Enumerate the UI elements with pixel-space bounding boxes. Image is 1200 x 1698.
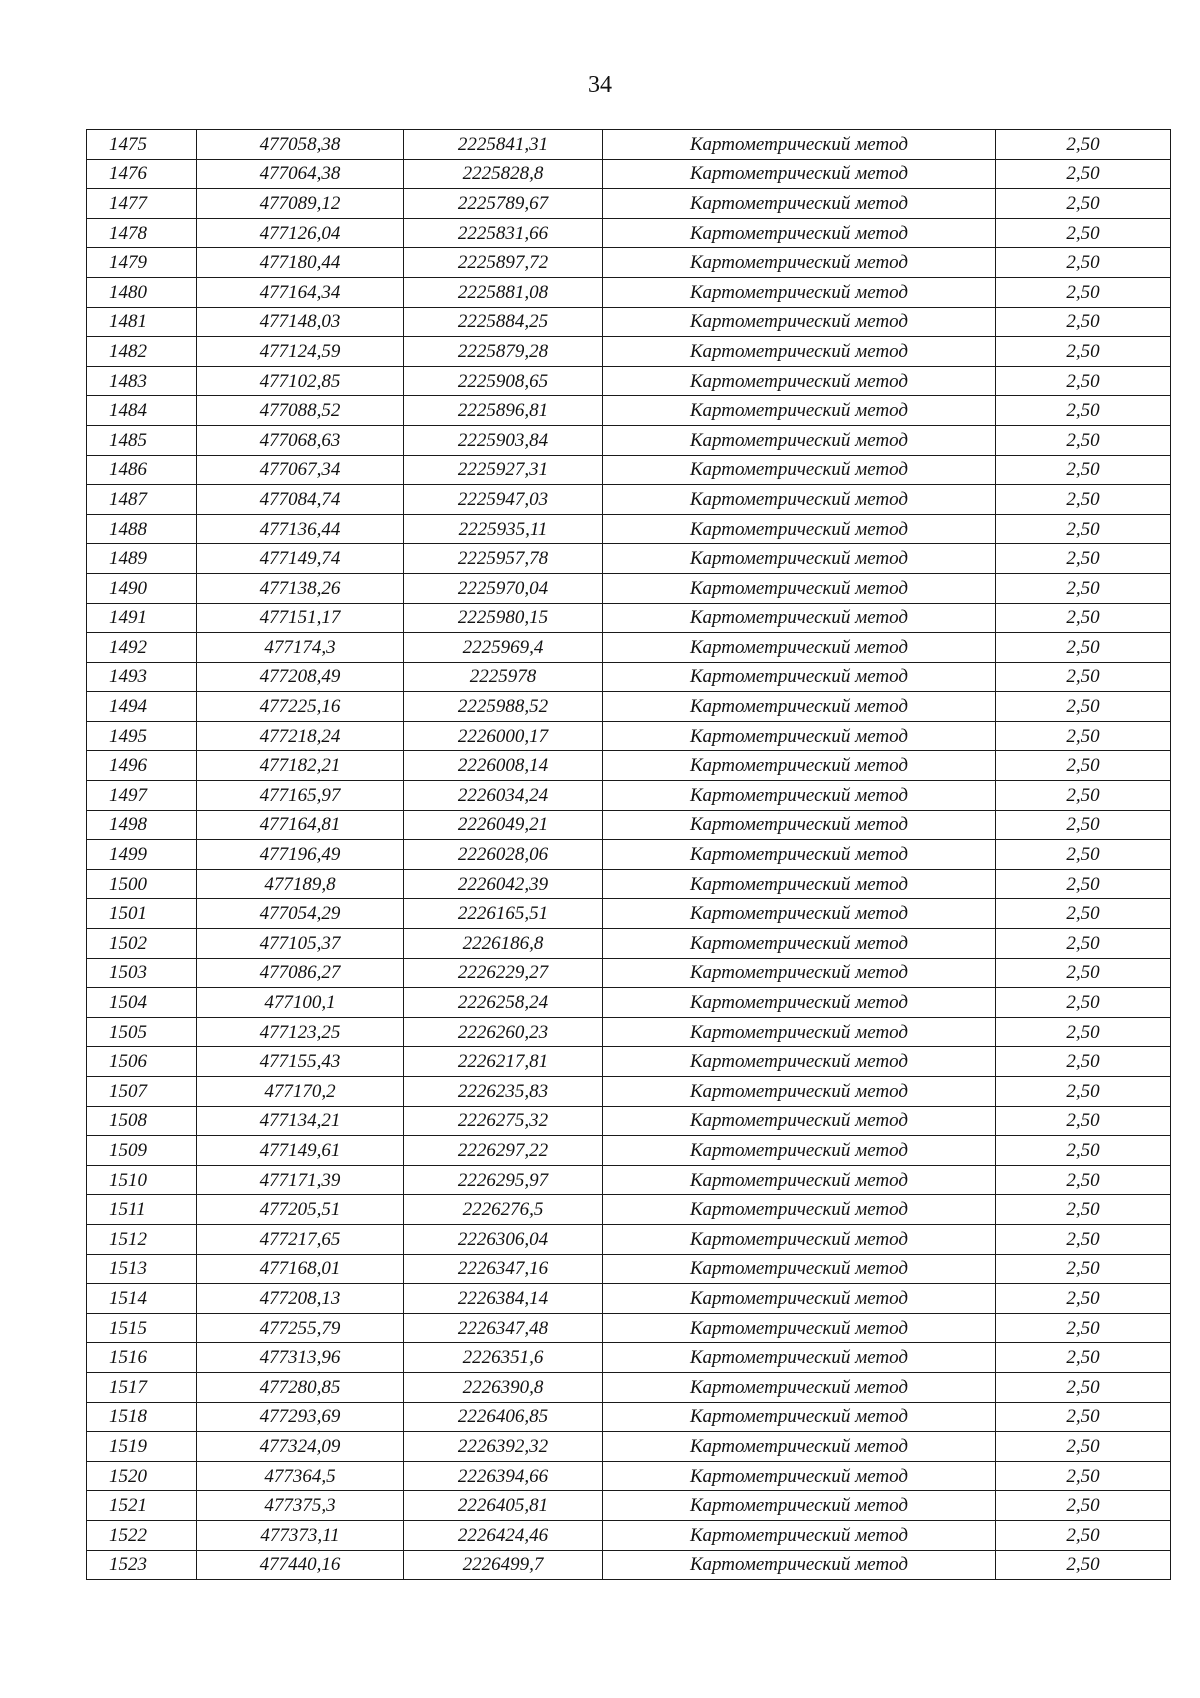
point-number-cell: 1477 [87, 189, 197, 219]
accuracy-cell: 2,50 [996, 1550, 1171, 1580]
table-row [87, 1372, 1171, 1402]
y-coordinate-cell: 2226392,32 [404, 1432, 603, 1462]
x-coordinate-cell: 477089,12 [197, 189, 404, 219]
y-coordinate-cell: 2226351,6 [404, 1343, 603, 1373]
accuracy-cell: 2,50 [996, 396, 1171, 426]
table-row [87, 692, 1171, 722]
point-number-cell: 1512 [87, 1224, 197, 1254]
y-coordinate-cell: 2225957,78 [404, 544, 603, 574]
x-coordinate-cell: 477324,09 [197, 1432, 404, 1462]
y-coordinate-cell: 2225828,8 [404, 159, 603, 189]
accuracy-cell: 2,50 [996, 485, 1171, 515]
method-cell: Картометрический метод [603, 425, 996, 455]
x-coordinate-cell: 477149,61 [197, 1136, 404, 1166]
y-coordinate-cell: 2225970,04 [404, 573, 603, 603]
x-coordinate-cell: 477182,21 [197, 751, 404, 781]
table-row [87, 1136, 1171, 1166]
accuracy-cell: 2,50 [996, 1491, 1171, 1521]
method-cell: Картометрический метод [603, 929, 996, 959]
method-cell: Картометрический метод [603, 1520, 996, 1550]
table-row [87, 1313, 1171, 1343]
point-number-cell: 1514 [87, 1284, 197, 1314]
x-coordinate-cell: 477054,29 [197, 899, 404, 929]
method-cell: Картометрический метод [603, 514, 996, 544]
x-coordinate-cell: 477373,11 [197, 1520, 404, 1550]
method-cell: Картометрический метод [603, 988, 996, 1018]
method-cell: Картометрический метод [603, 189, 996, 219]
point-number-cell: 1507 [87, 1077, 197, 1107]
table-row [87, 1343, 1171, 1373]
y-coordinate-cell: 2225927,31 [404, 455, 603, 485]
method-cell: Картометрический метод [603, 544, 996, 574]
x-coordinate-cell: 477136,44 [197, 514, 404, 544]
table-row [87, 781, 1171, 811]
table-row [87, 307, 1171, 337]
point-number-cell: 1486 [87, 455, 197, 485]
method-cell: Картометрический метод [603, 307, 996, 337]
y-coordinate-cell: 2226260,23 [404, 1017, 603, 1047]
table-row [87, 1017, 1171, 1047]
point-number-cell: 1480 [87, 277, 197, 307]
point-number-cell: 1479 [87, 248, 197, 278]
method-cell: Картометрический метод [603, 218, 996, 248]
table-row [87, 159, 1171, 189]
method-cell: Картометрический метод [603, 662, 996, 692]
y-coordinate-cell: 2225789,67 [404, 189, 603, 219]
point-number-cell: 1494 [87, 692, 197, 722]
x-coordinate-cell: 477255,79 [197, 1313, 404, 1343]
method-cell: Картометрический метод [603, 1491, 996, 1521]
accuracy-cell: 2,50 [996, 1047, 1171, 1077]
x-coordinate-cell: 477174,3 [197, 633, 404, 663]
table-row [87, 1106, 1171, 1136]
point-number-cell: 1506 [87, 1047, 197, 1077]
table-row [87, 573, 1171, 603]
accuracy-cell: 2,50 [996, 1402, 1171, 1432]
x-coordinate-cell: 477067,34 [197, 455, 404, 485]
x-coordinate-cell: 477189,8 [197, 869, 404, 899]
accuracy-cell: 2,50 [996, 1077, 1171, 1107]
x-coordinate-cell: 477123,25 [197, 1017, 404, 1047]
accuracy-cell: 2,50 [996, 248, 1171, 278]
accuracy-cell: 2,50 [996, 988, 1171, 1018]
accuracy-cell: 2,50 [996, 781, 1171, 811]
point-number-cell: 1517 [87, 1372, 197, 1402]
point-number-cell: 1485 [87, 425, 197, 455]
method-cell: Картометрический метод [603, 840, 996, 870]
accuracy-cell: 2,50 [996, 1372, 1171, 1402]
y-coordinate-cell: 2226008,14 [404, 751, 603, 781]
point-number-cell: 1504 [87, 988, 197, 1018]
accuracy-cell: 2,50 [996, 751, 1171, 781]
table-row [87, 1077, 1171, 1107]
point-number-cell: 1484 [87, 396, 197, 426]
method-cell: Картометрический метод [603, 1402, 996, 1432]
point-number-cell: 1488 [87, 514, 197, 544]
y-coordinate-cell: 2226042,39 [404, 869, 603, 899]
method-cell: Картометрический метод [603, 1224, 996, 1254]
accuracy-cell: 2,50 [996, 573, 1171, 603]
x-coordinate-cell: 477196,49 [197, 840, 404, 870]
method-cell: Картометрический метод [603, 1343, 996, 1373]
accuracy-cell: 2,50 [996, 544, 1171, 574]
page-number: 34 [588, 72, 612, 98]
x-coordinate-cell: 477058,38 [197, 130, 404, 160]
method-cell: Картометрический метод [603, 485, 996, 515]
x-coordinate-cell: 477280,85 [197, 1372, 404, 1402]
table-row [87, 988, 1171, 1018]
y-coordinate-cell: 2225897,72 [404, 248, 603, 278]
y-coordinate-cell: 2226034,24 [404, 781, 603, 811]
accuracy-cell: 2,50 [996, 958, 1171, 988]
x-coordinate-cell: 477084,74 [197, 485, 404, 515]
accuracy-cell: 2,50 [996, 514, 1171, 544]
point-number-cell: 1496 [87, 751, 197, 781]
accuracy-cell: 2,50 [996, 218, 1171, 248]
x-coordinate-cell: 477180,44 [197, 248, 404, 278]
table-row [87, 1520, 1171, 1550]
y-coordinate-cell: 2226235,83 [404, 1077, 603, 1107]
x-coordinate-cell: 477088,52 [197, 396, 404, 426]
table-row [87, 1224, 1171, 1254]
point-number-cell: 1483 [87, 366, 197, 396]
x-coordinate-cell: 477102,85 [197, 366, 404, 396]
x-coordinate-cell: 477171,39 [197, 1165, 404, 1195]
accuracy-cell: 2,50 [996, 1106, 1171, 1136]
x-coordinate-cell: 477440,16 [197, 1550, 404, 1580]
point-number-cell: 1509 [87, 1136, 197, 1166]
y-coordinate-cell: 2225969,4 [404, 633, 603, 663]
table-row [87, 1550, 1171, 1580]
method-cell: Картометрический метод [603, 1106, 996, 1136]
point-number-cell: 1500 [87, 869, 197, 899]
method-cell: Картометрический метод [603, 721, 996, 751]
point-number-cell: 1475 [87, 130, 197, 160]
accuracy-cell: 2,50 [996, 307, 1171, 337]
y-coordinate-cell: 2226390,8 [404, 1372, 603, 1402]
table-row [87, 721, 1171, 751]
y-coordinate-cell: 2225896,81 [404, 396, 603, 426]
method-cell: Картометрический метод [603, 159, 996, 189]
y-coordinate-cell: 2226229,27 [404, 958, 603, 988]
table-row [87, 1461, 1171, 1491]
point-number-cell: 1497 [87, 781, 197, 811]
point-number-cell: 1510 [87, 1165, 197, 1195]
y-coordinate-cell: 2226295,97 [404, 1165, 603, 1195]
y-coordinate-cell: 2225903,84 [404, 425, 603, 455]
y-coordinate-cell: 2225935,11 [404, 514, 603, 544]
y-coordinate-cell: 2226347,16 [404, 1254, 603, 1284]
table-row [87, 810, 1171, 840]
y-coordinate-cell: 2226276,5 [404, 1195, 603, 1225]
y-coordinate-cell: 2226424,46 [404, 1520, 603, 1550]
accuracy-cell: 2,50 [996, 425, 1171, 455]
point-number-cell: 1487 [87, 485, 197, 515]
y-coordinate-cell: 2226405,81 [404, 1491, 603, 1521]
table-row [87, 662, 1171, 692]
table-row [87, 1432, 1171, 1462]
method-cell: Картометрический метод [603, 958, 996, 988]
y-coordinate-cell: 2226384,14 [404, 1284, 603, 1314]
table-row [87, 130, 1171, 160]
y-coordinate-cell: 2225978 [404, 662, 603, 692]
y-coordinate-cell: 2225908,65 [404, 366, 603, 396]
table-row [87, 514, 1171, 544]
accuracy-cell: 2,50 [996, 130, 1171, 160]
table-row [87, 869, 1171, 899]
point-number-cell: 1518 [87, 1402, 197, 1432]
x-coordinate-cell: 477138,26 [197, 573, 404, 603]
y-coordinate-cell: 2225884,25 [404, 307, 603, 337]
method-cell: Картометрический метод [603, 1195, 996, 1225]
table-row [87, 1195, 1171, 1225]
x-coordinate-cell: 477134,21 [197, 1106, 404, 1136]
y-coordinate-cell: 2225831,66 [404, 218, 603, 248]
accuracy-cell: 2,50 [996, 633, 1171, 663]
accuracy-cell: 2,50 [996, 1520, 1171, 1550]
accuracy-cell: 2,50 [996, 1136, 1171, 1166]
table-row [87, 366, 1171, 396]
y-coordinate-cell: 2226297,22 [404, 1136, 603, 1166]
table-row [87, 840, 1171, 870]
table-row [87, 633, 1171, 663]
method-cell: Картометрический метод [603, 1550, 996, 1580]
point-number-cell: 1519 [87, 1432, 197, 1462]
point-number-cell: 1489 [87, 544, 197, 574]
accuracy-cell: 2,50 [996, 337, 1171, 367]
method-cell: Картометрический метод [603, 1136, 996, 1166]
method-cell: Картометрический метод [603, 1461, 996, 1491]
method-cell: Картометрический метод [603, 633, 996, 663]
accuracy-cell: 2,50 [996, 366, 1171, 396]
y-coordinate-cell: 2226049,21 [404, 810, 603, 840]
point-number-cell: 1478 [87, 218, 197, 248]
table-row [87, 751, 1171, 781]
accuracy-cell: 2,50 [996, 662, 1171, 692]
table-row [87, 337, 1171, 367]
x-coordinate-cell: 477218,24 [197, 721, 404, 751]
y-coordinate-cell: 2226186,8 [404, 929, 603, 959]
method-cell: Картометрический метод [603, 455, 996, 485]
point-number-cell: 1520 [87, 1461, 197, 1491]
coordinates-table [86, 129, 1171, 1580]
method-cell: Картометрический метод [603, 1017, 996, 1047]
point-number-cell: 1501 [87, 899, 197, 929]
x-coordinate-cell: 477217,65 [197, 1224, 404, 1254]
x-coordinate-cell: 477164,81 [197, 810, 404, 840]
x-coordinate-cell: 477086,27 [197, 958, 404, 988]
method-cell: Картометрический метод [603, 1313, 996, 1343]
point-number-cell: 1476 [87, 159, 197, 189]
accuracy-cell: 2,50 [996, 1017, 1171, 1047]
method-cell: Картометрический метод [603, 396, 996, 426]
method-cell: Картометрический метод [603, 1284, 996, 1314]
table-row [87, 1491, 1171, 1521]
table-row [87, 1165, 1171, 1195]
x-coordinate-cell: 477208,49 [197, 662, 404, 692]
point-number-cell: 1523 [87, 1550, 197, 1580]
accuracy-cell: 2,50 [996, 869, 1171, 899]
point-number-cell: 1499 [87, 840, 197, 870]
method-cell: Картометрический метод [603, 810, 996, 840]
accuracy-cell: 2,50 [996, 692, 1171, 722]
table-row [87, 396, 1171, 426]
point-number-cell: 1503 [87, 958, 197, 988]
x-coordinate-cell: 477165,97 [197, 781, 404, 811]
table-row [87, 189, 1171, 219]
x-coordinate-cell: 477313,96 [197, 1343, 404, 1373]
x-coordinate-cell: 477364,5 [197, 1461, 404, 1491]
y-coordinate-cell: 2226000,17 [404, 721, 603, 751]
table-row [87, 603, 1171, 633]
point-number-cell: 1492 [87, 633, 197, 663]
x-coordinate-cell: 477168,01 [197, 1254, 404, 1284]
accuracy-cell: 2,50 [996, 1165, 1171, 1195]
point-number-cell: 1521 [87, 1491, 197, 1521]
point-number-cell: 1505 [87, 1017, 197, 1047]
x-coordinate-cell: 477293,69 [197, 1402, 404, 1432]
point-number-cell: 1491 [87, 603, 197, 633]
table-row [87, 1402, 1171, 1432]
table-row [87, 1284, 1171, 1314]
y-coordinate-cell: 2225841,31 [404, 130, 603, 160]
y-coordinate-cell: 2225980,15 [404, 603, 603, 633]
y-coordinate-cell: 2226499,7 [404, 1550, 603, 1580]
point-number-cell: 1498 [87, 810, 197, 840]
point-number-cell: 1502 [87, 929, 197, 959]
method-cell: Картометрический метод [603, 1165, 996, 1195]
table-row [87, 544, 1171, 574]
y-coordinate-cell: 2226275,32 [404, 1106, 603, 1136]
y-coordinate-cell: 2226258,24 [404, 988, 603, 1018]
accuracy-cell: 2,50 [996, 1195, 1171, 1225]
accuracy-cell: 2,50 [996, 929, 1171, 959]
accuracy-cell: 2,50 [996, 603, 1171, 633]
y-coordinate-cell: 2226306,04 [404, 1224, 603, 1254]
y-coordinate-cell: 2225988,52 [404, 692, 603, 722]
table-row [87, 425, 1171, 455]
method-cell: Картометрический метод [603, 751, 996, 781]
accuracy-cell: 2,50 [996, 1313, 1171, 1343]
table-row [87, 899, 1171, 929]
point-number-cell: 1493 [87, 662, 197, 692]
accuracy-cell: 2,50 [996, 899, 1171, 929]
x-coordinate-cell: 477124,59 [197, 337, 404, 367]
accuracy-cell: 2,50 [996, 1343, 1171, 1373]
x-coordinate-cell: 477105,37 [197, 929, 404, 959]
method-cell: Картометрический метод [603, 899, 996, 929]
accuracy-cell: 2,50 [996, 189, 1171, 219]
accuracy-cell: 2,50 [996, 840, 1171, 870]
y-coordinate-cell: 2226347,48 [404, 1313, 603, 1343]
table-row [87, 248, 1171, 278]
y-coordinate-cell: 2226217,81 [404, 1047, 603, 1077]
accuracy-cell: 2,50 [996, 1432, 1171, 1462]
point-number-cell: 1508 [87, 1106, 197, 1136]
x-coordinate-cell: 477126,04 [197, 218, 404, 248]
x-coordinate-cell: 477155,43 [197, 1047, 404, 1077]
method-cell: Картометрический метод [603, 1254, 996, 1284]
y-coordinate-cell: 2225879,28 [404, 337, 603, 367]
accuracy-cell: 2,50 [996, 277, 1171, 307]
x-coordinate-cell: 477205,51 [197, 1195, 404, 1225]
method-cell: Картометрический метод [603, 277, 996, 307]
method-cell: Картометрический метод [603, 573, 996, 603]
x-coordinate-cell: 477148,03 [197, 307, 404, 337]
accuracy-cell: 2,50 [996, 159, 1171, 189]
table-row [87, 218, 1171, 248]
table-row [87, 455, 1171, 485]
table-row [87, 485, 1171, 515]
method-cell: Картометрический метод [603, 366, 996, 396]
x-coordinate-cell: 477170,2 [197, 1077, 404, 1107]
x-coordinate-cell: 477068,63 [197, 425, 404, 455]
table-row [87, 277, 1171, 307]
method-cell: Картометрический метод [603, 1077, 996, 1107]
x-coordinate-cell: 477064,38 [197, 159, 404, 189]
method-cell: Картометрический метод [603, 248, 996, 278]
point-number-cell: 1481 [87, 307, 197, 337]
accuracy-cell: 2,50 [996, 1224, 1171, 1254]
method-cell: Картометрический метод [603, 1047, 996, 1077]
accuracy-cell: 2,50 [996, 721, 1171, 751]
method-cell: Картометрический метод [603, 337, 996, 367]
accuracy-cell: 2,50 [996, 455, 1171, 485]
table-row [87, 929, 1171, 959]
y-coordinate-cell: 2225881,08 [404, 277, 603, 307]
point-number-cell: 1513 [87, 1254, 197, 1284]
point-number-cell: 1495 [87, 721, 197, 751]
x-coordinate-cell: 477151,17 [197, 603, 404, 633]
method-cell: Картометрический метод [603, 130, 996, 160]
y-coordinate-cell: 2226165,51 [404, 899, 603, 929]
y-coordinate-cell: 2226394,66 [404, 1461, 603, 1491]
table-row [87, 958, 1171, 988]
method-cell: Картометрический метод [603, 869, 996, 899]
point-number-cell: 1516 [87, 1343, 197, 1373]
accuracy-cell: 2,50 [996, 1461, 1171, 1491]
x-coordinate-cell: 477208,13 [197, 1284, 404, 1314]
x-coordinate-cell: 477375,3 [197, 1491, 404, 1521]
x-coordinate-cell: 477149,74 [197, 544, 404, 574]
table-body [87, 130, 1171, 1580]
accuracy-cell: 2,50 [996, 1284, 1171, 1314]
y-coordinate-cell: 2225947,03 [404, 485, 603, 515]
table-row [87, 1254, 1171, 1284]
x-coordinate-cell: 477225,16 [197, 692, 404, 722]
point-number-cell: 1515 [87, 1313, 197, 1343]
method-cell: Картометрический метод [603, 603, 996, 633]
x-coordinate-cell: 477100,1 [197, 988, 404, 1018]
point-number-cell: 1511 [87, 1195, 197, 1225]
y-coordinate-cell: 2226406,85 [404, 1402, 603, 1432]
method-cell: Картометрический метод [603, 781, 996, 811]
point-number-cell: 1482 [87, 337, 197, 367]
y-coordinate-cell: 2226028,06 [404, 840, 603, 870]
method-cell: Картометрический метод [603, 692, 996, 722]
method-cell: Картометрический метод [603, 1372, 996, 1402]
point-number-cell: 1490 [87, 573, 197, 603]
table-row [87, 1047, 1171, 1077]
method-cell: Картометрический метод [603, 1432, 996, 1462]
accuracy-cell: 2,50 [996, 810, 1171, 840]
point-number-cell: 1522 [87, 1520, 197, 1550]
x-coordinate-cell: 477164,34 [197, 277, 404, 307]
accuracy-cell: 2,50 [996, 1254, 1171, 1284]
